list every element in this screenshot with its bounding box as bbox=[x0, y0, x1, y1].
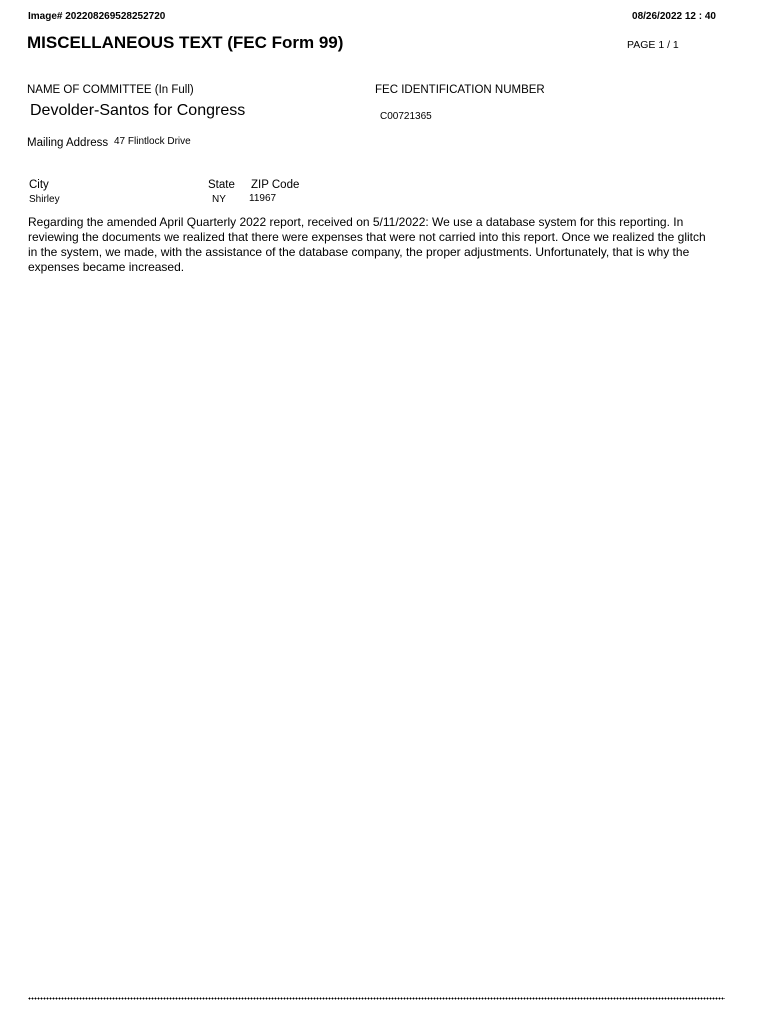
image-number: Image# 202208269528252720 bbox=[28, 11, 166, 22]
state-value: NY bbox=[212, 194, 226, 205]
form-title: MISCELLANEOUS TEXT (FEC Form 99) bbox=[27, 33, 344, 52]
miscellaneous-text-body: Regarding the amended April Quarterly 2022 report, received on 5/11/2022: We use a database system for this reporting. In reviewing the documents we realized that there were expenses that were not carried into this report. Once we realized the glitch in the system, we made, with the assistance of the database company, the proper adjustments. Unfortunately, that is why the expenses became increased. bbox=[28, 215, 706, 274]
mailing-address: 47 Flintlock Drive bbox=[114, 136, 191, 147]
fec-id: C00721365 bbox=[380, 111, 432, 122]
page-number: PAGE 1 / 1 bbox=[627, 39, 679, 51]
committee-name: Devolder-Santos for Congress bbox=[30, 102, 246, 119]
city-label: City bbox=[29, 179, 49, 191]
zip-value: 11967 bbox=[249, 193, 277, 204]
committee-name-label: NAME OF COMMITTEE (In Full) bbox=[27, 84, 194, 96]
footer-dotted-rule bbox=[28, 997, 725, 1000]
city-value: Shirley bbox=[29, 194, 60, 205]
state-label: State bbox=[208, 179, 235, 191]
zip-label: ZIP Code bbox=[251, 179, 300, 191]
fec-id-label: FEC IDENTIFICATION NUMBER bbox=[375, 84, 545, 96]
filing-timestamp: 08/26/2022 12 : 40 bbox=[632, 11, 716, 22]
mailing-address-label: Mailing Address bbox=[27, 137, 109, 149]
